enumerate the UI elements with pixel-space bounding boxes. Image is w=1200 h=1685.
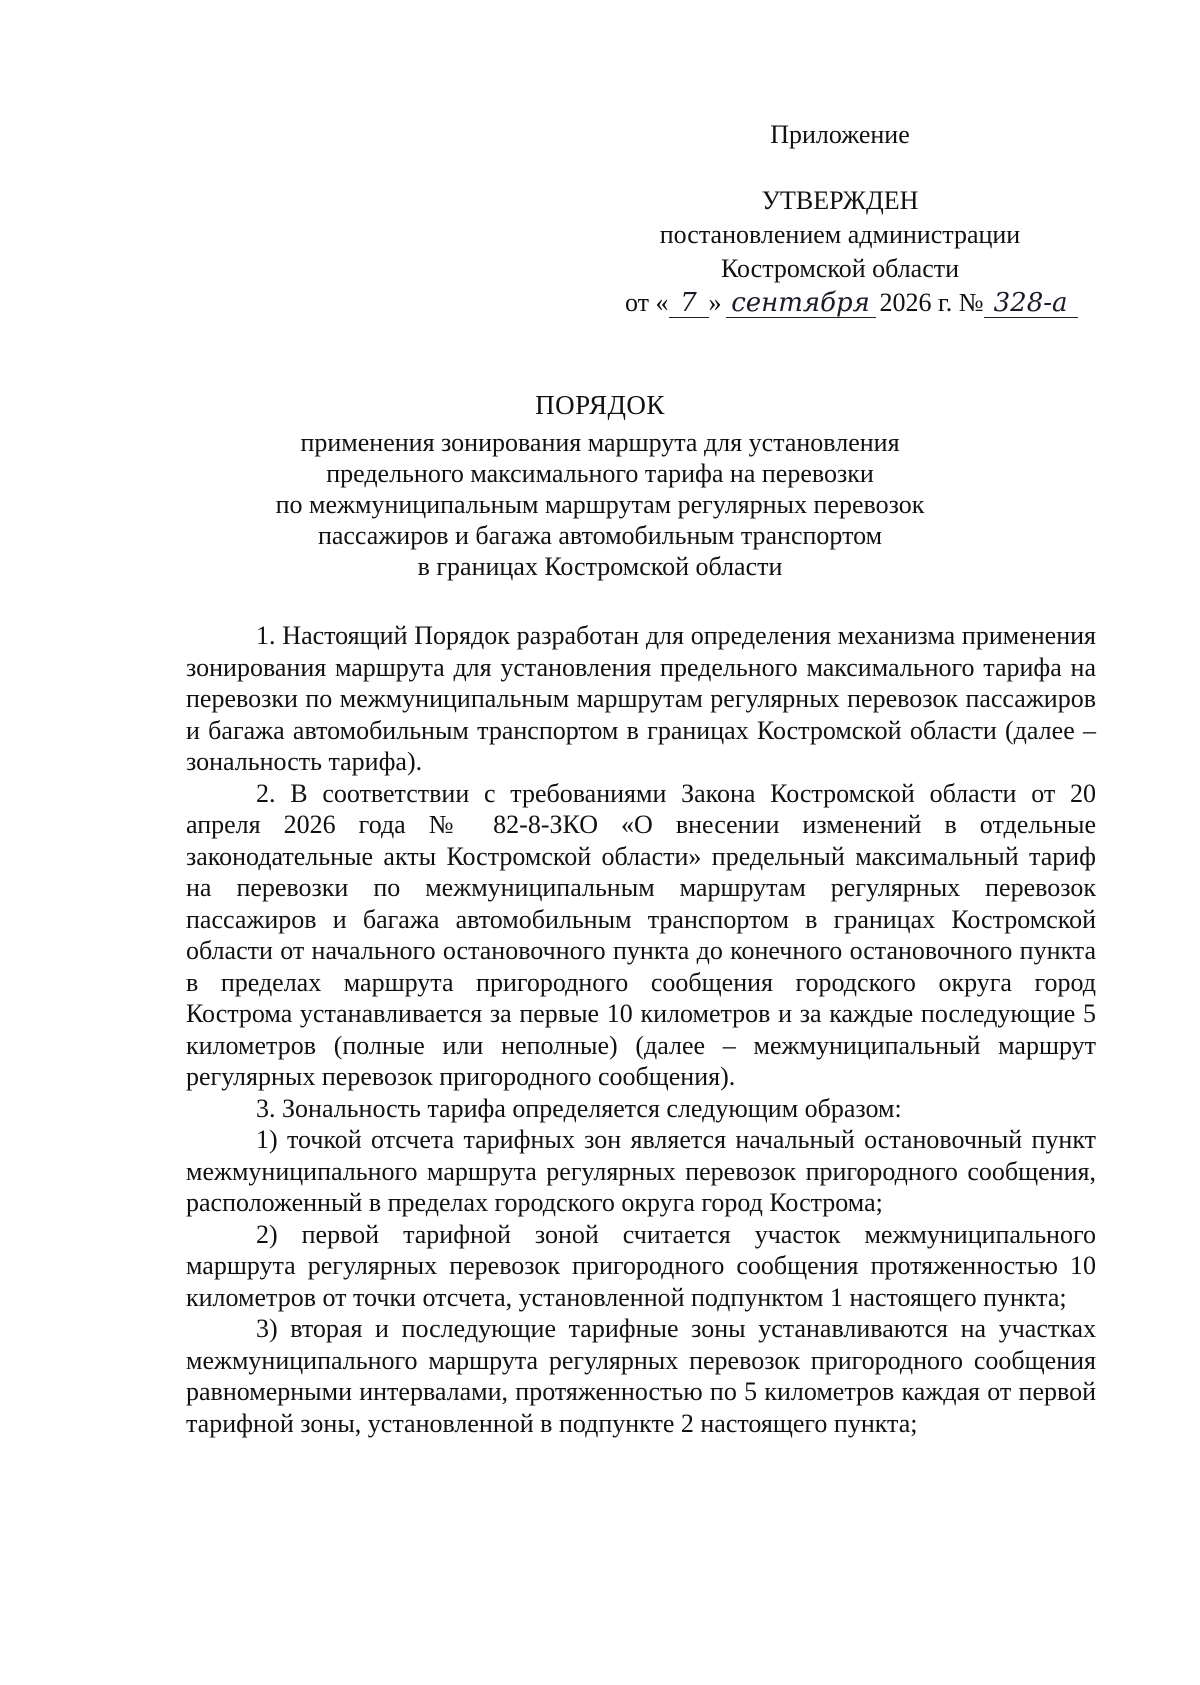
doc-number-handwritten: 328-а (984, 289, 1078, 318)
subparagraph-3-3: 3) вторая и последующие тарифные зоны устанавливаются на участках межмуниципального маршрута регулярных перевозок пригородного сообщения равномерными интервалами, протяженностью по 5 километров каждая от первой тарифной зоны, установленной в подпункте 2 настоящего пункта; (186, 1314, 1096, 1438)
subparagraph-3-2: 2) первой тарифной зоной считается участок межмуниципального маршрута регулярных перевозок пригородного сообщения протяженностью 10 километров от точки отсчета, установленной подпунктом 1 настоящего пункта; (186, 1219, 1096, 1312)
title-line-4: пассажиров и багажа автомобильным транспортом (317, 521, 883, 550)
document-body (186, 620, 1096, 1439)
document-heading: ПОРЯДОК (535, 390, 665, 420)
title-line-3: по межмуниципальным маршрутам регулярных перевозок (275, 490, 925, 519)
paragraph-3: 3. Зональность тарифа определяется следующим образом: (256, 1093, 902, 1123)
approved-label: УТВЕРЖДЕН (761, 186, 919, 215)
approved-by-line-2: Костромской области (720, 254, 960, 283)
date-month-handwritten: сентября (726, 289, 876, 318)
title-line-5: в границах Костромской области (417, 552, 783, 581)
date-day-handwritten: 7 (669, 289, 709, 318)
title-line-1: применения зонирования маршрута для установления (300, 428, 900, 457)
title-line-2: предельного максимального тарифа на перевозки (326, 459, 874, 488)
date-year: 2026 г. № (879, 288, 984, 317)
subparagraph-3-1: 1) точкой отсчета тарифных зон является начальный остановочный пункт межмуниципального маршрута регулярных перевозок пригородного сообщения, расположенный в пределах городского округа город Кострома; (186, 1125, 1096, 1217)
date-mid: » (708, 288, 722, 317)
approved-by-line-1: постановлением администрации (659, 220, 1021, 249)
date-prefix: от « (625, 288, 669, 317)
date-line (625, 286, 1080, 326)
paragraph-2: 2. В соответствии с требованиями Закона Костромской области от 20 апреля 2026 года № 82-8-ЗКО «О внесении изменений в отдельные законодательные акты Костромской области» предельный максимальный тариф на перевозки по межмуниципальным маршрутам регулярных перевозок пассажиров и багажа автомобильным транспортом в границах Костромской области от начального остановочного пункта до конечного остановочного пункта в пределах маршрута пригородного сообщения городского округа город Кострома устанавливается за первые 10 километров и за каждые последующие 5 километров (полные или неполные) (далее – межмуниципальный маршрут регулярных перевозок пригородного сообщения). (186, 778, 1096, 1091)
document-title-block (180, 390, 1020, 582)
approval-block (600, 118, 1080, 326)
appendix-label: Приложение (770, 120, 910, 149)
paragraph-1: 1. Настоящий Порядок разработан для определения механизма применения зонирования маршрута для установления предельного максимального тарифа на перевозки по межмуниципальным маршрутам регулярных перевозок пассажиров и багажа автомобильным транспортом в границах Костромской области (далее – зональность тарифа). (186, 621, 1096, 776)
